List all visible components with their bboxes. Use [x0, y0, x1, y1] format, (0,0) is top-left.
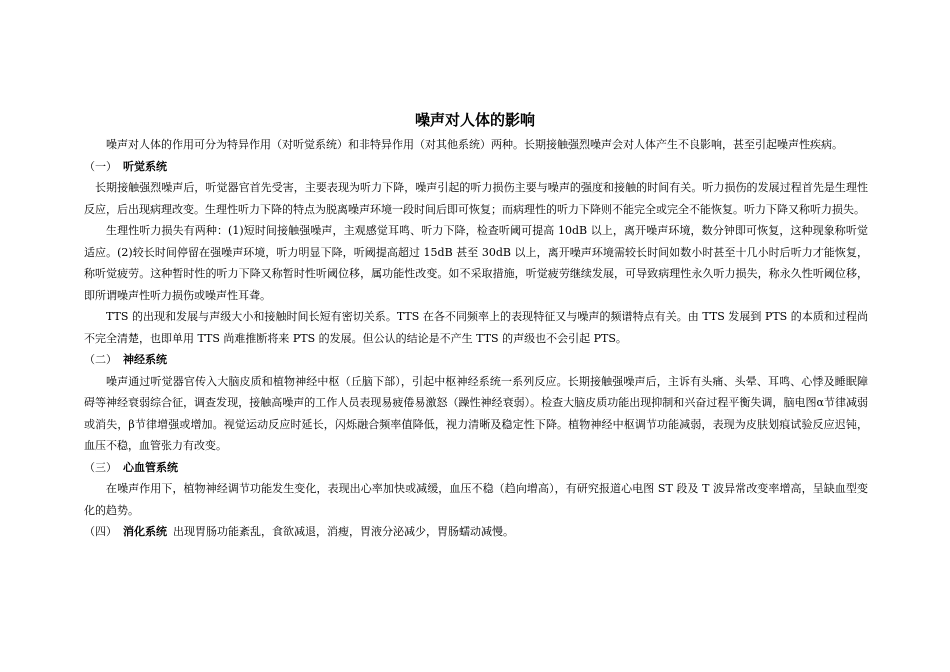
hearing-paragraph-1: 长期接触强烈噪声后，听觉器官首先受害，主要表现为听力下降，噪声引起的听力损伤主要与噪声的强度和接触的时间有关。听力损伤的发展过程首先是生理性反应，后出现病理改变。生理性听力下降的特点为脱离噪声环境一段时间后即可恢复；而病理性的听力下降则不能完全或完全不能恢复。听力下降又称听力损失。 [84, 181, 868, 216]
digestive-text: 出现胃肠功能紊乱，食欲减退，消瘦，胃液分泌减少，胃肠蠕动减慢。 [173, 525, 514, 538]
section-title: 听觉系统 [123, 159, 167, 173]
section-title: 心血管系统 [123, 460, 178, 474]
intro-paragraph: 噪声对人体的作用可分为特异作用（对听觉系统）和非特异作用（对其他系统）两种。长期接触强烈噪声会对人体产生不良影响，甚至引起噪声性疾病。 [106, 138, 843, 151]
section-heading-cardiovascular [84, 457, 868, 479]
section-number: （一） [84, 159, 117, 173]
section-heading-hearing [84, 156, 868, 178]
section-title: 神经系统 [123, 353, 167, 366]
hearing-paragraph-2: 生理性听力损失有两种：(1)短时间接触强噪声，主观感觉耳鸣、听力下降，检查听阈可提高 10dB 以上，离开噪声环境，数分钟即可恢复，这种现象称听觉适应。(2)较长时间停留在强噪声环境，听力明显下降，听阈提高超过 15dB 甚至 30dB 以上，离开噪声环境需较长时间如数小时甚至十几小时后听力才能恢复，称听觉疲劳。这种暂时性的听力下降又称暂时性听阈位移，属功能性改变。如不采取措施，听觉疲劳继续发展，可导致病理性永久听力损失，称永久性听阈位移，即所谓噪声性听力损伤或噪声性耳聋。 [84, 224, 868, 302]
section-number: （四） [84, 525, 117, 538]
hearing-paragraph-3: TTS 的出现和发展与声级大小和接触时间长短有密切关系。TTS 在各不同频率上的表现特征又与噪声的频谱特点有关。由 TTS 发展到 PTS 的本质和过程尚不完全清楚，也即单用 TTS 尚难推断将来 PTS 的发展。但公认的结论是不产生 TTS 的声级也不会引起 PTS。 [84, 310, 868, 345]
nervous-paragraph-1: 噪声通过听觉器官传入大脑皮质和植物神经中枢（丘脑下部），引起中枢神经系统一系列反应。长期接触强噪声后，主诉有头痛、头晕、耳鸣、心悸及睡眠障碍等神经衰弱综合征，调查发现，接触高噪声的工作人员表现易疲倦易激怒（躁性神经衰弱）。检查大脑皮质功能出现抑制和兴奋过程平衡失调，脑电图α节律减弱或消失，β节律增强或增加。视觉运动反应时延长，闪烁融合频率值降低，视力清晰及稳定性下降。植物神经中枢调节功能减弱，表现为皮肤划痕试验反应迟钝，血压不稳，血管张力有改变。 [84, 374, 868, 452]
section-number: （三） [84, 460, 117, 474]
section-heading-digestive [84, 521, 868, 543]
section-heading-nervous [84, 349, 868, 371]
cardiovascular-paragraph-1: 在噪声作用下，植物神经调节功能发生变化，表现出心率加快或减缓，血压不稳（趋向增高），有研究报道心电图 ST 段及 T 波异常改变率增高，呈缺血型变化的趋势。 [84, 482, 868, 517]
document-title: 噪声对人体的影响 [414, 111, 535, 129]
section-title: 消化系统 [123, 525, 167, 538]
section-number: （二） [84, 353, 117, 366]
document-body [84, 134, 868, 543]
